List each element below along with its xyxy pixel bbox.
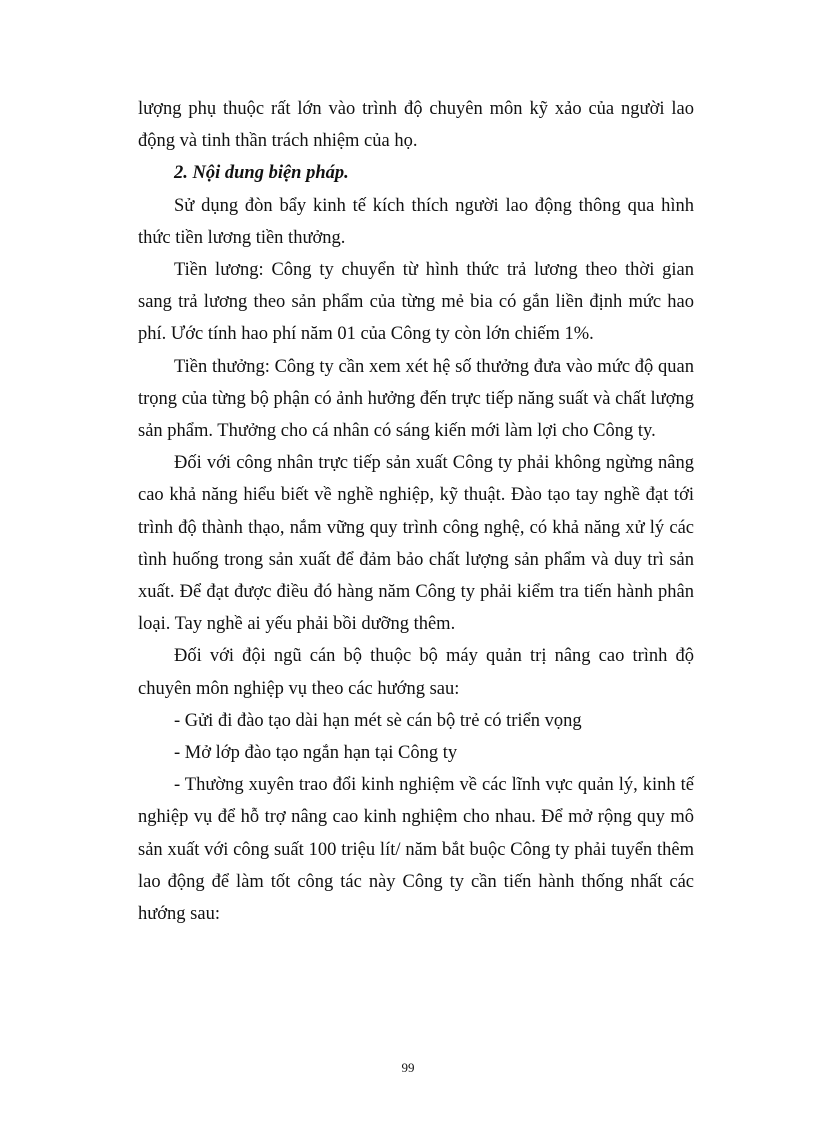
paragraph-continuation: lượng phụ thuộc rất lớn vào trình độ chuyên môn kỹ xảo của người lao động và tinh thần trách nhiệm của họ. [138,99,694,152]
paragraph-incentive: Sử dụng đòn bẩy kinh tế kích thích người lao động thông qua hình thức tiền lương tiền thưởng. [138,195,694,248]
section-heading: 2. Nội dung biện pháp. [174,163,349,184]
page-number: 99 [401,1060,415,1075]
paragraph-bonus: Tiền thưởng: Công ty cần xem xét hệ số thưởng đưa vào mức độ quan trọng của từng bộ phận có ảnh hưởng đến trực tiếp năng suất và chất lượng sản phẩm. Thưởng cho cá nhân có sáng kiến mới làm lợi cho Công ty. [138,356,694,442]
paragraph-workers: Đối với công nhân trực tiếp sản xuất Công ty phải không ngừng nâng cao khả năng hiểu biết về nghề nghiệp, kỹ thuật. Đào tạo tay nghề đạt tới trình độ thành thạo, nắm vững quy trình công nghệ, có khả năng xử lý các tình huống trong sản xuất để đảm bảo chất lượng sản phẩm và duy trì sản xuất. Để đạt được điều đó hàng năm Công ty phải kiểm tra tiến hành phân loại. Tay nghề ai yếu phải bồi dưỡng thêm. [138,453,694,635]
paragraph-salary: Tiền lương: Công ty chuyển từ hình thức trả lương theo thời gian sang trả lương theo sản phẩm của từng mẻ bia có gắn liền định mức hao phí. Ước tính hao phí năm 01 của Công ty còn lớn chiếm 1%. [138,260,694,345]
page-body [138,93,694,930]
bullet-short-term-training: - Mở lớp đào tạo ngắn hạn tại Công ty [174,743,458,764]
bullet-long-term-training: - Gửi đi đào tạo dài hạn mét sè cán bộ trẻ có triển vọng [174,710,582,731]
paragraph-experience-exchange: - Thường xuyên trao đổi kinh nghiệm về các lĩnh vực quản lý, kinh tế nghiệp vụ để hỗ trợ nâng cao kinh nghiệm cho nhau. Để mở rộng quy mô sản xuất với công suất 100 triệu lít/ năm bắt buộc Công ty phải tuyển thêm lao động để làm tốt công tác này Công ty cần tiến hành thống nhất các hướng sau: [138,775,694,925]
paragraph-management: Đối với đội ngũ cán bộ thuộc bộ máy quản trị nâng cao trình độ chuyên môn nghiệp vụ theo các hướng sau: [138,646,694,699]
